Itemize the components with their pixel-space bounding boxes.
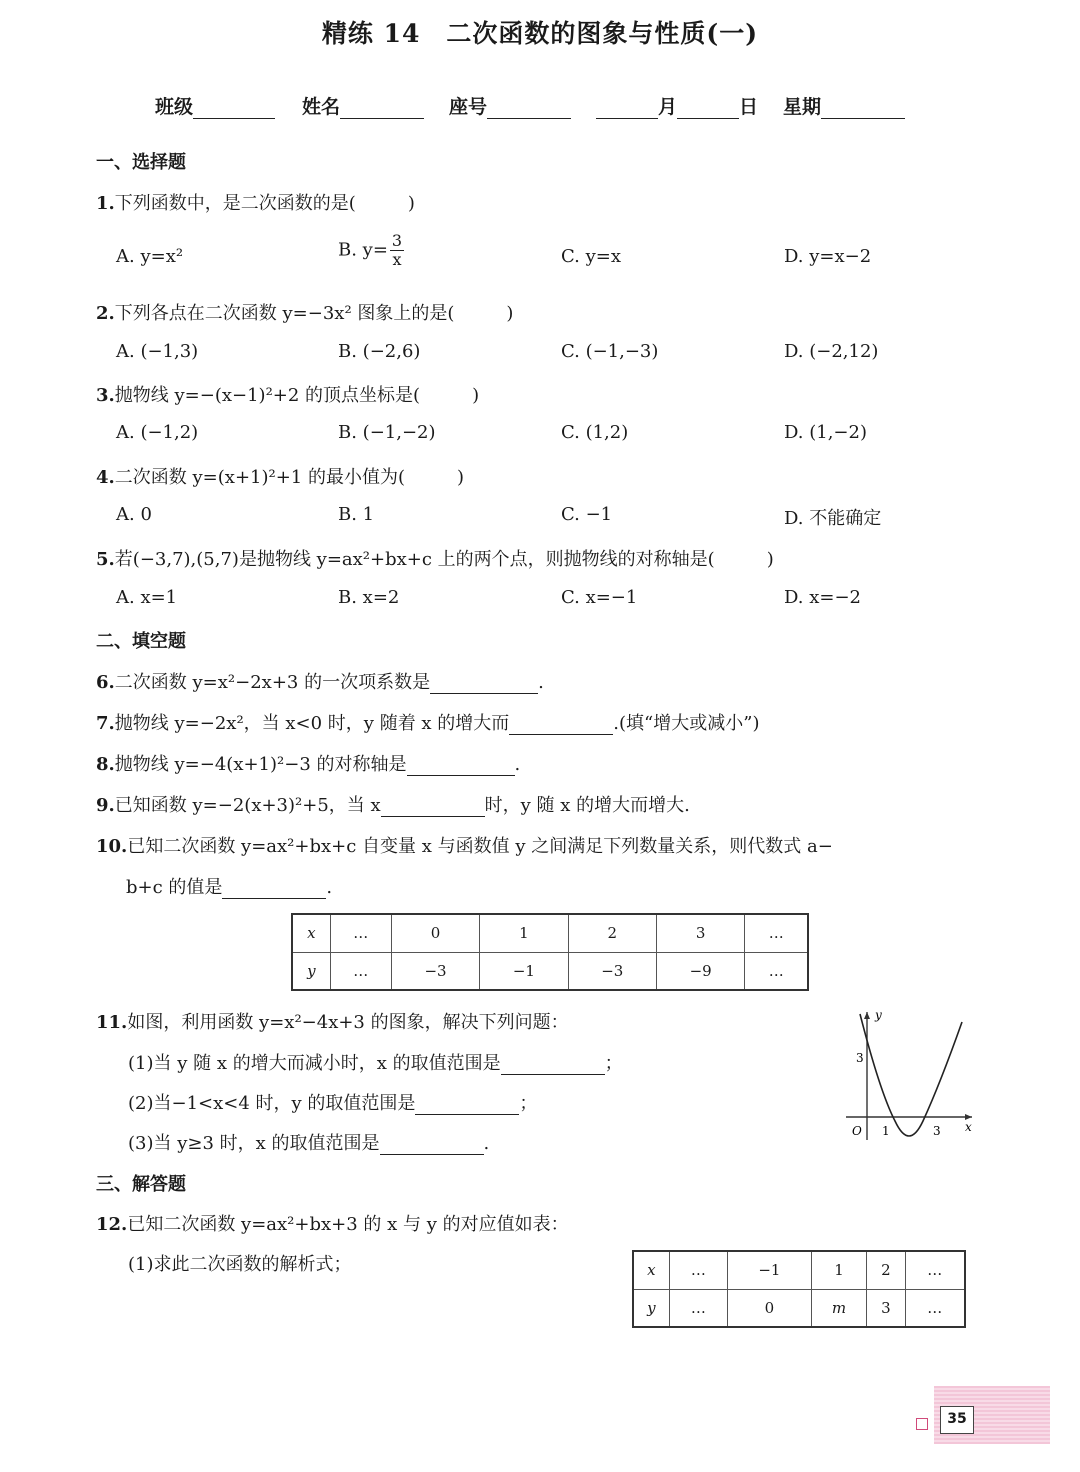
table-cell: … <box>669 1289 727 1327</box>
q11-part-1: (1)当 y 随 x 的增大而减小时，x 的取值范围是 ； <box>128 1053 623 1074</box>
q2-option-d[interactable]: D. (−2,12) <box>784 341 879 362</box>
x-tick-3: 3 <box>933 1124 941 1138</box>
q2-option-b[interactable]: B. (−2,6) <box>338 341 421 362</box>
q3-option-d[interactable]: D. (1,−2) <box>784 422 867 443</box>
q1-option-c[interactable]: C. y=x <box>561 246 621 267</box>
parabola-graph <box>840 1004 980 1144</box>
weekday-field: 星期 <box>783 92 905 119</box>
table-cell: … <box>669 1251 727 1289</box>
date-field: 月 日 <box>596 92 758 119</box>
table-row <box>633 1251 965 1289</box>
q4-option-c[interactable]: C. −1 <box>561 504 613 525</box>
table-cell: 3 <box>656 914 744 952</box>
name-field: 姓名 <box>302 92 424 119</box>
table-cell: 2 <box>568 914 656 952</box>
q5-option-c[interactable]: C. x=−1 <box>561 587 638 608</box>
q11-part-2: (2)当−1<x<4 时，y 的取值范围是 ； <box>128 1093 538 1114</box>
question-4: 4.二次函数 y=(x+1)²+1 的最小值为( ) <box>96 467 465 488</box>
table-cell: … <box>905 1251 965 1289</box>
month-blank[interactable] <box>596 99 658 119</box>
q11-p3-blank[interactable] <box>380 1135 484 1155</box>
table-cell: 2 <box>867 1251 905 1289</box>
class-field: 班级 <box>155 92 275 119</box>
question-9: 9.已知函数 y=−2(x+3)²+5，当 x 时，y 随 x 的增大而增大. <box>96 795 690 816</box>
table-cell: 0 <box>391 914 479 952</box>
table-cell: y <box>292 952 330 990</box>
class-blank[interactable] <box>193 99 275 119</box>
q1-option-d[interactable]: D. y=x−2 <box>784 246 872 267</box>
question-10-cont: b+c 的值是 . <box>126 877 333 898</box>
table-cell: 3 <box>867 1289 905 1327</box>
q2-option-a[interactable]: A. (−1,3) <box>116 341 199 362</box>
section-fill: 二、填空题 <box>96 631 186 652</box>
table-cell: … <box>905 1289 965 1327</box>
table-cell: −1 <box>480 952 568 990</box>
table-cell: m <box>811 1289 866 1327</box>
name-blank[interactable] <box>340 99 424 119</box>
q5-option-d[interactable]: D. x=−2 <box>784 587 862 608</box>
table-cell: … <box>330 952 391 990</box>
question-10: 10.已知二次函数 y=ax²+bx+c 自变量 x 与函数值 y 之间满足下列数量关系，则代数式 a− <box>96 836 833 857</box>
page-number: 35 <box>940 1406 974 1434</box>
seat-blank[interactable] <box>487 99 571 119</box>
origin-label: O <box>852 1124 862 1138</box>
table-cell: … <box>330 914 391 952</box>
q10-value-table <box>291 913 809 991</box>
question-1: 1.下列函数中，是二次函数的是( ) <box>96 193 415 214</box>
table-cell: −1 <box>727 1251 811 1289</box>
q10-blank[interactable] <box>222 879 326 899</box>
q5-option-a[interactable]: A. x=1 <box>116 587 178 608</box>
table-cell: y <box>633 1289 669 1327</box>
question-6: 6.二次函数 y=x²−2x+3 的一次项系数是 . <box>96 672 544 693</box>
table-row <box>633 1289 965 1327</box>
question-5: 5.若(−3,7),(5,7)是抛物线 y=ax²+bx+c 上的两个点，则抛物线的对称轴是( ) <box>96 549 774 570</box>
section-choice: 一、选择题 <box>96 152 186 173</box>
table-cell: −3 <box>568 952 656 990</box>
question-11: 11.如图，利用函数 y=x²−4x+3 的图象，解决下列问题： <box>96 1012 569 1033</box>
seat-field: 座号 <box>449 92 571 119</box>
fraction: $\frac{3}{x}$ <box>391 231 403 269</box>
question-3: 3.抛物线 y=−(x−1)²+2 的顶点坐标是( ) <box>96 385 480 406</box>
q12-part-1: (1)求此二次函数的解析式； <box>128 1254 352 1275</box>
q3-option-b[interactable]: B. (−1,−2) <box>338 422 436 443</box>
q5-option-b[interactable]: B. x=2 <box>338 587 400 608</box>
x-axis-label: x <box>965 1120 972 1134</box>
q3-option-a[interactable]: A. (−1,2) <box>116 422 199 443</box>
table-cell: 0 <box>727 1289 811 1327</box>
section-answer: 三、解答题 <box>96 1174 186 1195</box>
q12-value-table <box>632 1250 966 1328</box>
table-cell: 1 <box>480 914 568 952</box>
question-12: 12.已知二次函数 y=ax²+bx+3 的 x 与 y 的对应值如表： <box>96 1214 569 1235</box>
table-cell: 1 <box>811 1251 866 1289</box>
day-blank[interactable] <box>677 99 739 119</box>
question-2: 2.下列各点在二次函数 y=−3x² 图象上的是( ) <box>96 303 514 324</box>
table-cell: … <box>745 914 808 952</box>
table-row <box>292 952 808 990</box>
y-axis-arrow <box>864 1012 870 1019</box>
q8-blank[interactable] <box>407 756 515 776</box>
q4-option-b[interactable]: B. 1 <box>338 504 375 525</box>
q9-blank[interactable] <box>381 797 485 817</box>
x-tick-1: 1 <box>882 1124 890 1138</box>
table-row <box>292 914 808 952</box>
question-7: 7.抛物线 y=−2x²，当 x<0 时，y 随着 x 的增大而 .(填“增大或减小”) <box>96 713 760 734</box>
q4-option-a[interactable]: A. 0 <box>116 504 152 525</box>
question-8: 8.抛物线 y=−4(x+1)²−3 的对称轴是 . <box>96 754 521 775</box>
q4-option-d[interactable]: D. 不能确定 <box>784 508 882 529</box>
q1-option-a[interactable]: A. y=x² <box>116 246 184 267</box>
q1-option-b[interactable]: B. y= $\frac{3}{x}$ <box>338 231 403 269</box>
q3-option-c[interactable]: C. (1,2) <box>561 422 629 443</box>
q7-blank[interactable] <box>509 715 613 735</box>
q11-p1-blank[interactable] <box>501 1055 605 1075</box>
q6-blank[interactable] <box>430 674 538 694</box>
q2-option-c[interactable]: C. (−1,−3) <box>561 341 659 362</box>
table-cell: −9 <box>656 952 744 990</box>
checkbox-square <box>916 1418 928 1430</box>
q11-p2-blank[interactable] <box>415 1095 519 1115</box>
table-cell: x <box>633 1251 669 1289</box>
y-axis-label: y <box>875 1008 882 1022</box>
q11-part-3: (3)当 y≥3 时，x 的取值范围是 . <box>128 1133 490 1154</box>
table-cell: … <box>745 952 808 990</box>
table-cell: −3 <box>391 952 479 990</box>
weekday-blank[interactable] <box>821 99 905 119</box>
page-title: 精练 14 二次函数的图象与性质(一) <box>321 19 759 48</box>
table-cell: x <box>292 914 330 952</box>
y-tick-3: 3 <box>856 1051 864 1065</box>
